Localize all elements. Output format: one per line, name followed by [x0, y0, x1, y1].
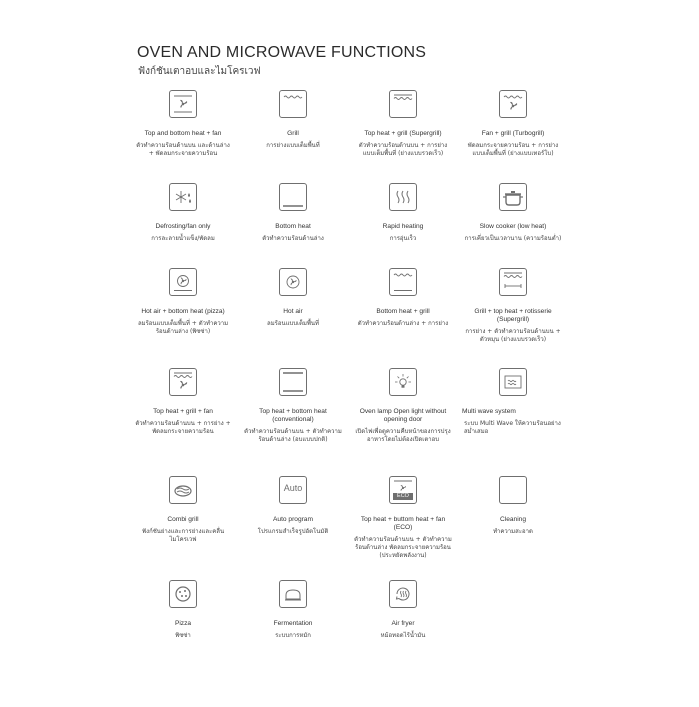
auto-icon-text: Auto: [283, 483, 303, 493]
rotisserie-icon: [499, 268, 527, 296]
function-thai: ตัวทำความร้อนด้านบน + การย่างแบบเต็มพื้นที่ (ย่างแบบรวดเร็ว): [358, 142, 448, 157]
function-thai: การเคี่ยวเป็นเวลานาน (ความร้อนต่ำ): [464, 235, 562, 242]
function-label: Top heat + buttom heat + fan (ECO): [360, 516, 446, 531]
function-label: Combi grill: [167, 516, 199, 523]
function-item: [128, 181, 238, 277]
function-label: Hot air + bottom heat (pizza): [141, 308, 225, 315]
function-item: [238, 578, 348, 674]
turbogrill-icon: [499, 90, 527, 118]
function-label: Cleaning: [499, 516, 527, 523]
function-item: [238, 266, 348, 362]
function-item: [128, 474, 238, 570]
function-thai: โปรแกรมสำเร็จรูปอัตโนมัติ: [257, 528, 329, 535]
function-thai: ลมร้อนแบบเต็มพื้นที่ + ตัวทำความร้อนด้านล่าง (พิซซ่า): [137, 320, 229, 335]
supergrill-icon: [389, 90, 417, 118]
function-thai: การย่างแบบเต็มพื้นที่: [266, 142, 320, 149]
function-thai: การย่าง + ตัวทำความร้อนด้านบน + ตัวหมุน (ย่างแบบรวดเร็ว): [465, 328, 561, 343]
functions-grid: [128, 88, 584, 658]
function-label: Air fryer: [391, 620, 415, 627]
top-bottom-fan-icon: [169, 90, 197, 118]
function-thai: การอุ่นเร็ว: [389, 235, 417, 242]
function-thai: พัดลมกระจายความร้อน + การย่างแบบเต็มพื้นที่ (ย่างแบบเทอร์โบ): [467, 142, 559, 157]
function-label: Hot air: [283, 308, 303, 315]
page-subtitle: ฟังก์ชันเตาอบและไมโครเวฟ: [138, 66, 261, 77]
function-label: Grill: [287, 130, 299, 137]
air-fryer-icon: [389, 580, 417, 608]
function-item: [458, 266, 568, 362]
function-thai: เปิดไฟเพื่อดูความคืบหน้าของการปรุงอาหารโดยไม่ต้องเปิดเตาอบ: [355, 428, 451, 443]
eco-icon: [389, 476, 417, 504]
page-title: OVEN AND MICROWAVE FUNCTIONS: [137, 44, 427, 61]
function-thai: ฟังก์ชันย่างและการย่างและคลื่นไมโครเวฟ: [141, 528, 225, 543]
function-label: Pizza: [174, 620, 192, 627]
function-label: Top heat + bottom heat (conventional): [259, 408, 327, 423]
slow-cooker-icon: [499, 183, 527, 211]
function-thai: ตัวทำความร้อนด้านบน + ตัวทำความร้อนด้านล่าง พัดลมกระจายความร้อน (ประหยัดพลังงาน): [354, 536, 452, 559]
function-item: [348, 88, 458, 184]
bottom-heat-icon: [279, 183, 307, 211]
function-label: Multi wave system: [462, 408, 516, 415]
function-item: [348, 266, 458, 362]
function-label: Fan + grill (Turbogrill): [481, 130, 545, 137]
function-item: [348, 474, 458, 570]
empty-cell: [458, 578, 568, 674]
function-item: [238, 366, 348, 462]
function-label: Slow cooker (low heat): [479, 223, 547, 230]
function-item: [128, 366, 238, 462]
function-label: Bottom heat + grill: [376, 308, 430, 315]
auto-program-icon: [279, 476, 307, 504]
function-item: [458, 474, 568, 570]
function-item: [348, 181, 458, 277]
pizza-hot-air-icon: [169, 268, 197, 296]
function-item: [458, 181, 568, 277]
cleaning-icon: [499, 476, 527, 504]
function-label: Auto program: [273, 516, 313, 523]
eco-icon-text: ECO: [397, 493, 409, 499]
combi-grill-icon: [169, 476, 197, 504]
function-label: Fermentation: [273, 620, 313, 627]
conventional-icon: [279, 368, 307, 396]
pizza-icon: [169, 580, 197, 608]
function-label: Rapid heating: [382, 223, 424, 230]
function-thai: การละลายน้ำแข็ง/พัดลม: [151, 235, 215, 242]
function-thai: ระบบการหมัก: [275, 632, 311, 639]
function-label: Grill + top heat + rotisserie (Supergrill): [474, 308, 552, 323]
function-thai: ลมร้อนแบบเต็มพื้นที่: [267, 320, 319, 327]
grill-icon: [279, 90, 307, 118]
function-label: Top heat + grill + fan: [153, 408, 213, 415]
function-item: [458, 366, 568, 462]
multiwave-icon: [499, 368, 527, 396]
function-item: [238, 474, 348, 570]
hot-air-icon: [279, 268, 307, 296]
function-thai: ตัวทำความร้อนด้านบน + ตัวทำความร้อนด้านล่าง (อบแบบปกติ): [244, 428, 342, 443]
function-thai: ตัวทำความร้อนด้านล่าง: [262, 235, 324, 242]
function-thai: พิซซ่า: [175, 632, 191, 639]
function-item: [348, 366, 458, 462]
function-label: Bottom heat: [275, 223, 311, 230]
function-item: [238, 88, 348, 184]
function-item: [128, 578, 238, 674]
function-thai: ตัวทำความร้อนด้านบน + การย่าง + พัดลมกระจายความร้อน: [135, 420, 231, 435]
function-label: Oven lamp Open light without opening door: [359, 408, 447, 423]
function-item: [128, 266, 238, 362]
fermentation-icon: [279, 580, 307, 608]
function-thai: ทำความสะอาด: [493, 528, 533, 535]
rapid-heating-icon: [389, 183, 417, 211]
top-grill-fan-icon: [169, 368, 197, 396]
function-item: [348, 578, 458, 674]
function-thai: ตัวทำความร้อนด้านบน และด้านล่าง + พัดลมกระจายความร้อน: [136, 142, 230, 157]
function-thai: ตัวทำความร้อนด้านล่าง + การย่าง: [357, 320, 449, 327]
function-thai: ระบบ Multi Wave ให้ความร้อนอย่างสม่ำเสมอ: [464, 420, 561, 435]
function-label: Defrosting/fan only: [155, 223, 211, 230]
function-thai: หม้อทอดไร้น้ำมัน: [380, 632, 426, 639]
defrost-icon: [169, 183, 197, 211]
lamp-icon: [389, 368, 417, 396]
function-item: [458, 88, 568, 184]
bottom-grill-icon: [389, 268, 417, 296]
function-item: [128, 88, 238, 184]
function-label: Top heat + grill (Supergrill): [364, 130, 442, 137]
function-label: Top and bottom heat + fan: [144, 130, 222, 137]
function-item: [238, 181, 348, 277]
